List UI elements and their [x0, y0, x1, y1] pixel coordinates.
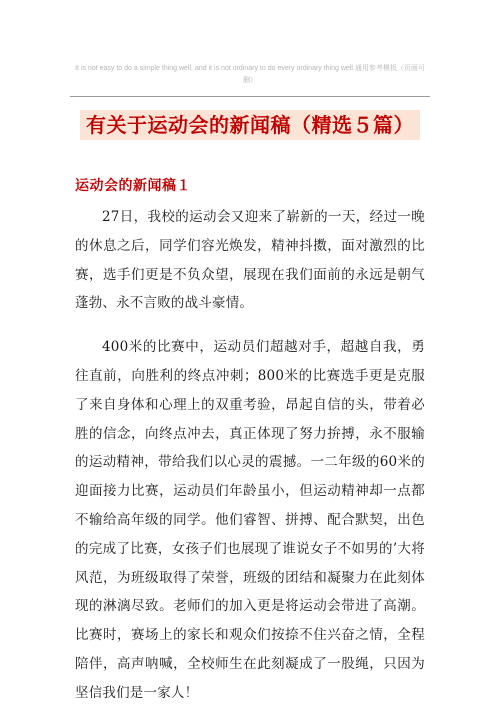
document-title-block: [0, 110, 500, 140]
paragraph-1: 27日，我校的运动会又迎来了崭新的一天，经过一晚的休息之后，同学们容光焕发，精神抖擞，面对激烈的比赛，选手们更是不负众望，展现在我们面前的永远是朝气蓬勃、永不言败的战斗豪情。: [75, 209, 425, 312]
document-title: 有关于运动会的新闻稿（精选５篇）: [80, 110, 420, 140]
article-body: [75, 203, 425, 708]
section-heading: 运动会的新闻稿１: [75, 178, 191, 194]
header-note: It is not easy to do a simple thing well, and it is not ordinary to do every ordinary thing well.通用参考模板（页面可删）: [75, 65, 425, 84]
paragraph-2: 400米的比赛中，运动员们超越对手，超越自我，勇往直前，向胜利的终点冲刺；800米的比赛选手更是克服了来自身体和心理上的双重考验，昂起自信的头，带着必胜的信念，向终点冲去，真正体现了努力拚搏，永不服输的运动精神，带给我们以心灵的震撼。一二年级的60米的迎面接力比赛，运动员们年龄虽小，但运动精神却一点都不输给高年级的同学。他们睿智、拼搏、配合默契，出色的完成了比赛，女孩子们也展现了谁说女子不如男的’大将风范，为班级取得了荣誉，班级的团结和凝聚力在此刻体现的淋漓尽致。老师们的加入更是将运动会带进了高潮。比赛时，赛场上的家长和观众们按捺不住兴奋之情，全程陪伴，高声呐喊，全校师生在此刻凝成了一股绳，只因为坚信我们是一家人！: [75, 339, 425, 701]
header-divider: [70, 96, 430, 97]
